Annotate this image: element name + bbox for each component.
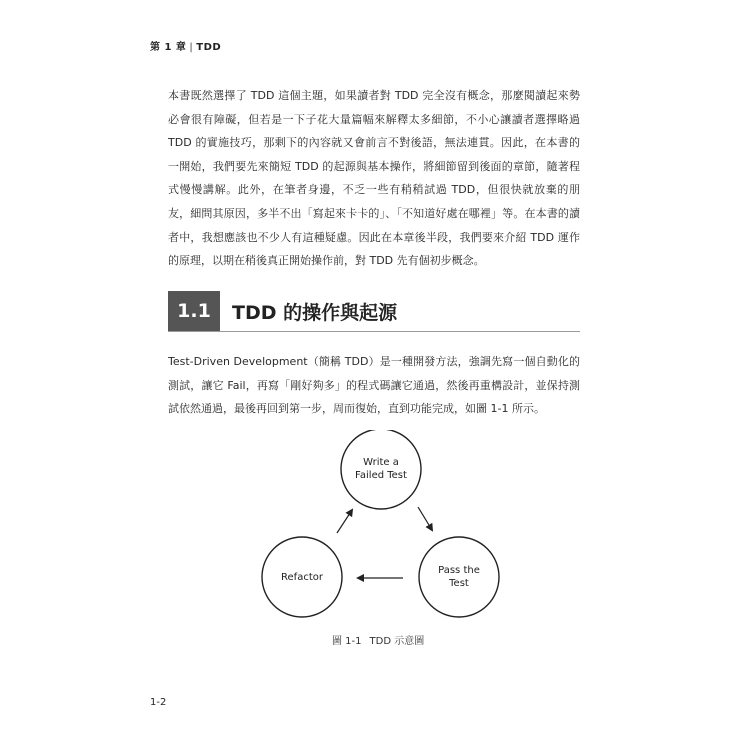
pass-the-test-label-line-1: Pass the <box>438 565 480 576</box>
refactor-label <box>257 571 347 584</box>
running-head <box>150 38 221 53</box>
refactor-label-line-1: Refactor <box>281 572 323 583</box>
figure-caption-text: TDD 示意圖 <box>369 636 425 647</box>
figure-caption-number: 圖 1-1 <box>332 636 362 647</box>
intro-paragraph: 本書既然選擇了 TDD 這個主題，如果讀者對 TDD 完全沒有概念，那麼閱讀起來勢必會很有障礙，但若是一下子花大量篇幅來解釋太多細節，不小心讓讀者選擇略過 TDD 的實施技巧，那剩下的內容就又會前言不對後語，無法連貫。因此，在本書的一開始，我們要先來簡短 TDD 的起源與基本操作，將細節留到後面的章節，隨著程式慢慢講解。此外，在筆者身邊，不乏一些有稍稍試過 TDD，但很快就放棄的朋友，細問其原因，多半不出「寫起來卡卡的」、「不知道好處在哪裡」等。在本書的讀者中，我想應該也不少人有這種疑慮。因此在本章後半段，我們要來介紹 TDD 運作的原理，以期在稍後真正開始操作前，對 TDD 先有個初步概念。 <box>168 89 580 268</box>
arrow-to-write-failed-test <box>337 510 352 533</box>
section-number-badge: 1.1 <box>168 291 220 331</box>
write-failed-test-label <box>336 456 426 482</box>
pass-the-test-label <box>414 564 504 590</box>
section-title: TDD 的操作與起源 <box>232 301 398 324</box>
arrow-to-pass-the-test <box>418 507 432 530</box>
page-number: 1-2 <box>150 697 167 708</box>
figure-caption <box>332 632 424 647</box>
write-failed-test-label-line-1: Write a <box>363 457 399 468</box>
pass-the-test-label-line-2: Test <box>449 578 469 589</box>
write-failed-test-label-line-2: Failed Test <box>355 470 407 481</box>
section-heading <box>168 291 580 332</box>
running-head-chapter: 第 1 章 <box>150 42 187 53</box>
body-paragraph: Test-Driven Development（簡稱 TDD）是一種開發方法，強調先寫一個自動化的測試，讓它 Fail，再寫「剛好夠多」的程式碼讓它通過，然後再重構設計，並保持測試依然通過，最後再回到第一步，周而復始，直到功能完成，如圖 1-1 所示。 <box>168 355 580 416</box>
tdd-cycle-diagram <box>240 430 520 630</box>
running-head-topic: TDD <box>196 42 222 53</box>
running-head-separator: | <box>189 42 194 53</box>
